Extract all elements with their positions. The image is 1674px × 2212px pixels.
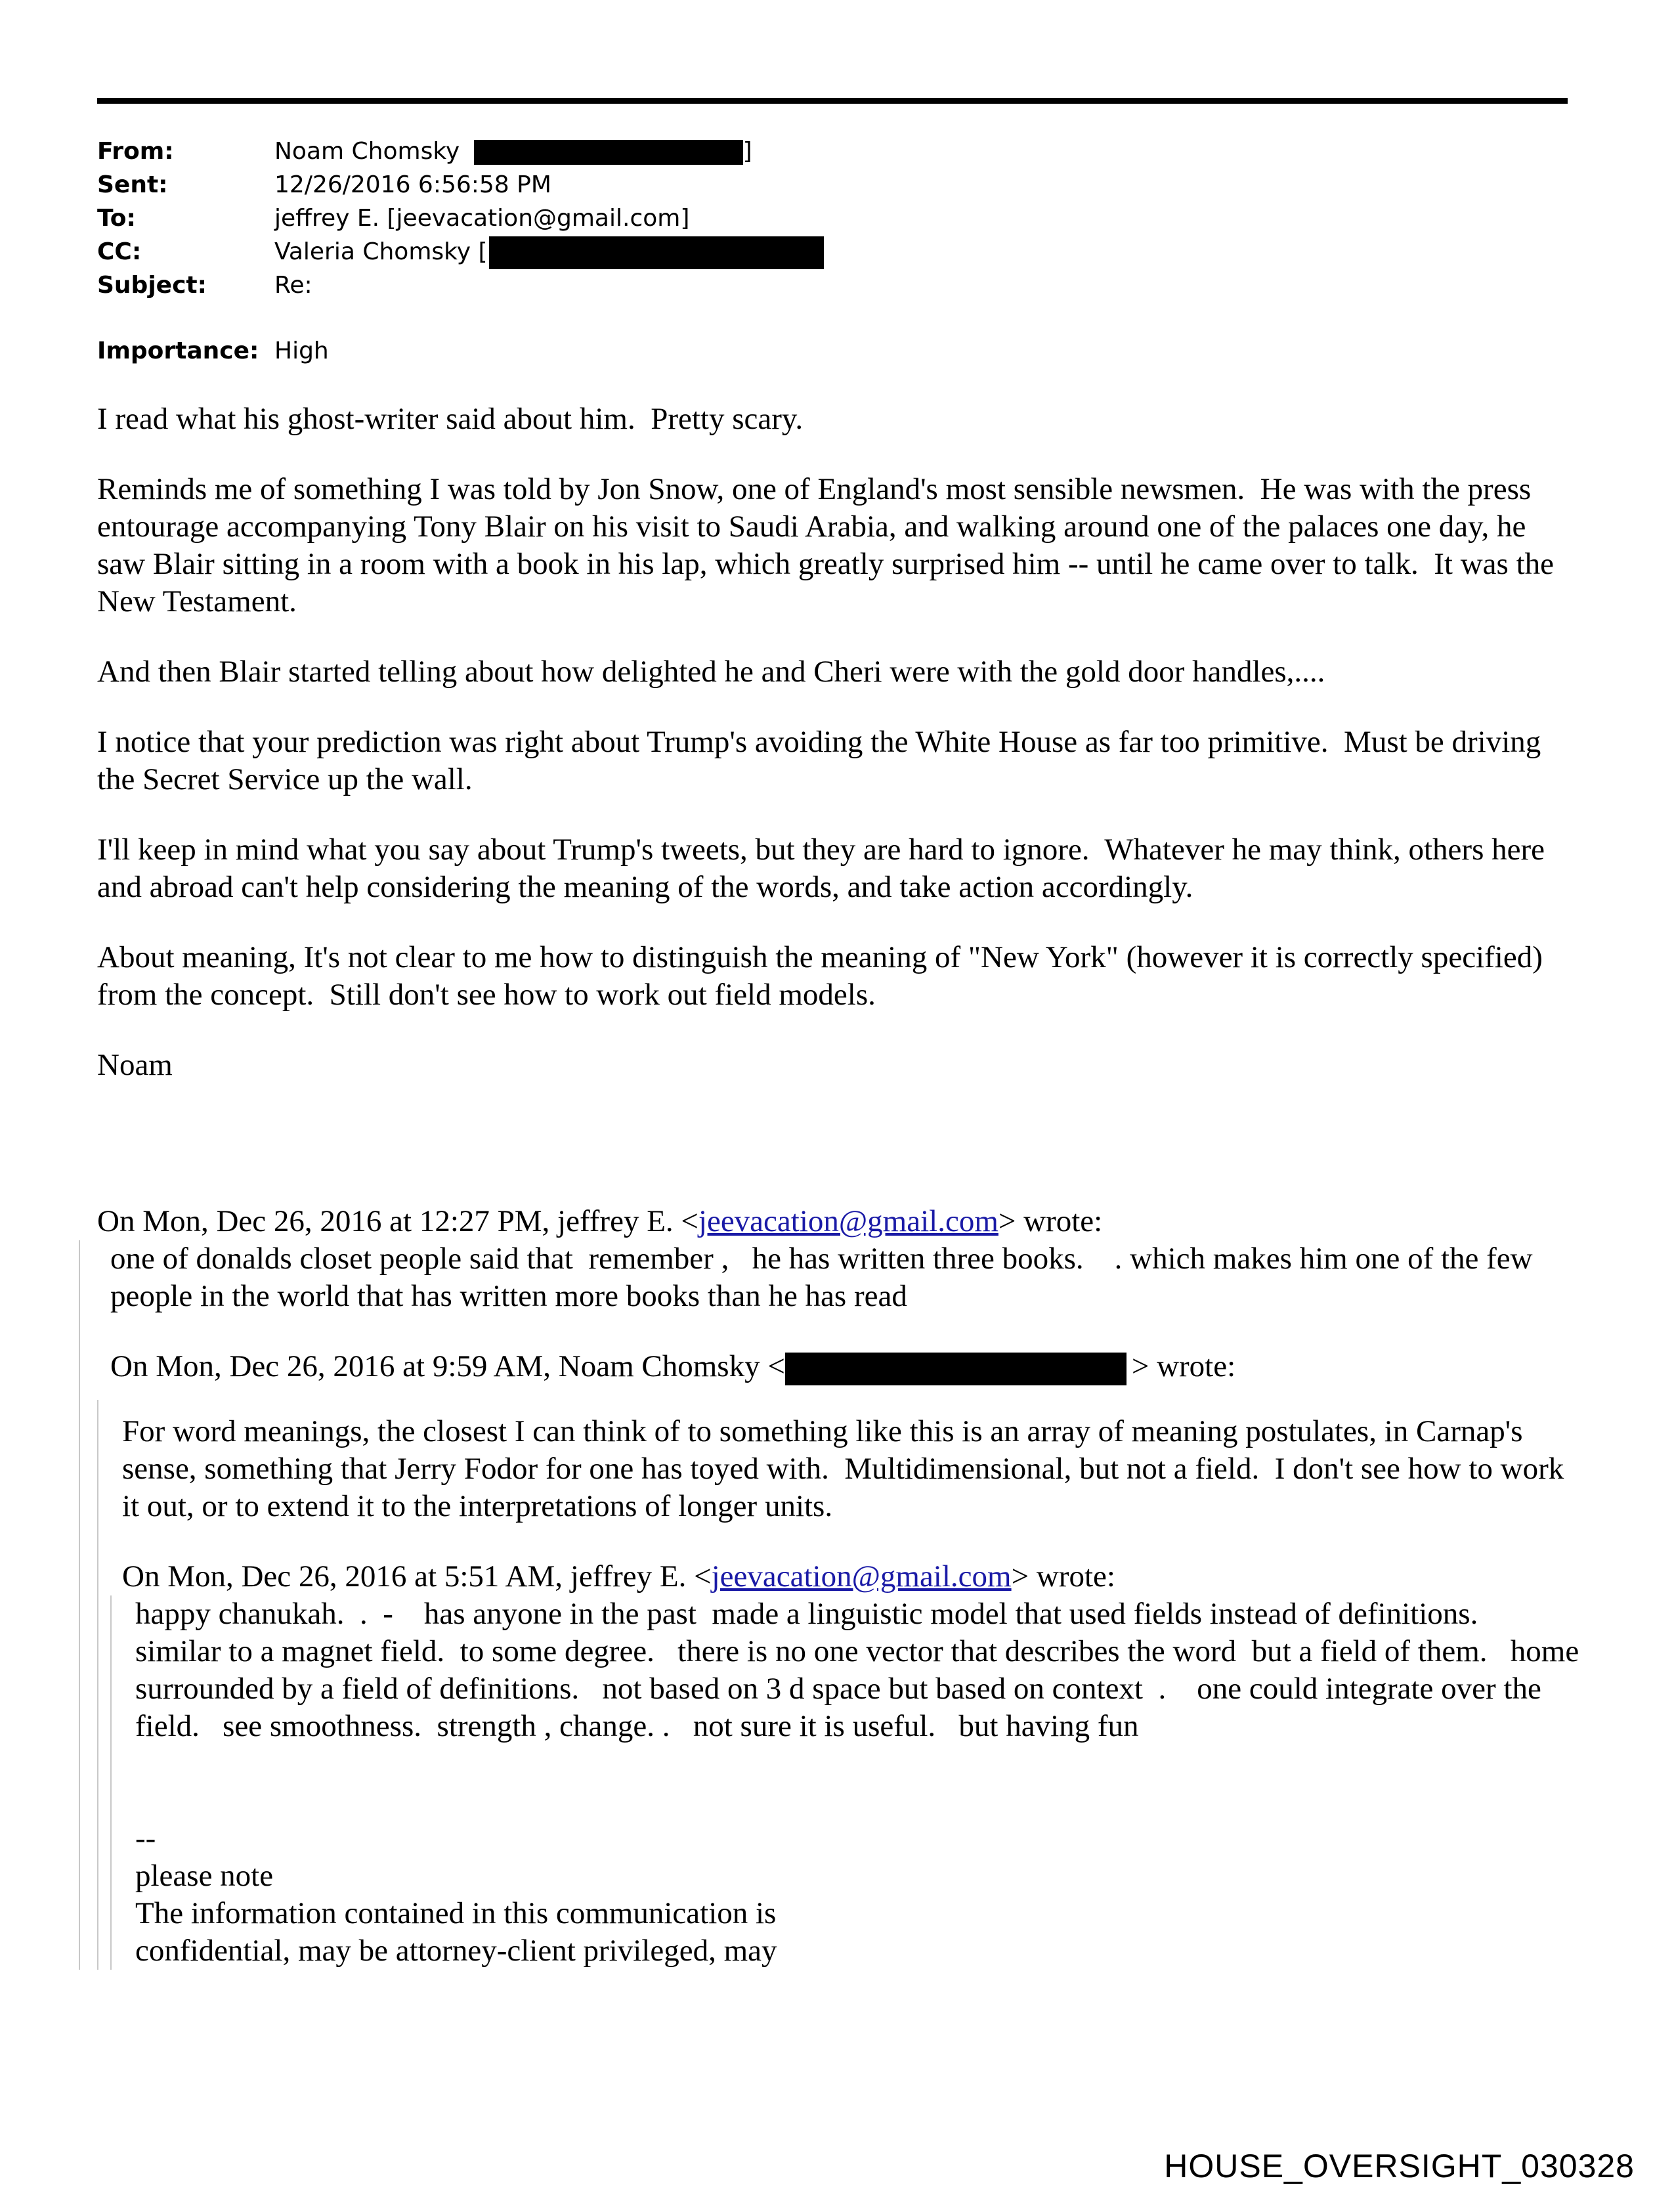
quote3-block [110,1595,1587,1970]
from-name: Noam Chomsky [274,138,460,165]
attribution-text: > wrote: [1131,1349,1236,1383]
attribution-text: > wrote: [998,1204,1103,1238]
signature: Noam [97,1048,173,1082]
body-paragraph: I notice that your prediction was right about Trump's avoiding the White House as far too primitive. Must be driving the Secret Service up the wall. [97,725,1549,796]
cc-value [274,235,824,269]
attribution-text: On Mon, Dec 26, 2016 at 9:59 AM, Noam Chomsky < [110,1349,785,1383]
quote2-text: For word meanings, the closest I can think of to something like this is an array of meaning postulates, in Carnap's sense, something that Jerry Fodor for one has toyed with. Multidimensional, but not a field. I don't see how to work it out, or to extend it to the interpretations of longer units. [122,1414,1572,1524]
quoted-thread [79,1203,1587,1970]
redaction-box [785,1353,1127,1385]
header-rule [97,98,1568,104]
quote2-attribution [97,1348,1582,1385]
cc-label: CC: [97,238,142,265]
quote1-attribution [79,1203,1582,1240]
body-paragraph: About meaning, It's not clear to me how to distinguish the meaning of "New York" (however it is correctly specified) from the concept. Still don't see how to work out field models. [97,940,1551,1012]
redaction-box [489,236,824,269]
from-label: From: [97,138,174,165]
to-value: jeffrey E. [jeevacation@gmail.com] [274,205,690,232]
from-close-bracket: ] [742,138,752,165]
quote3-attribution [110,1558,1582,1595]
attribution-text: > wrote: [1011,1559,1115,1594]
attribution-text: On Mon, Dec 26, 2016 at 12:27 PM, jeffrey E. < [97,1204,698,1238]
sig-note: please note [135,1859,274,1894]
email-link[interactable]: jeevacation@gmail.com [711,1559,1012,1594]
bates-number: HOUSE_OVERSIGHT_030328 [1164,2148,1635,2184]
quote2-block [97,1400,1587,1970]
to-label: To: [97,205,136,232]
subject-label: Subject: [97,272,207,299]
body-paragraph: I'll keep in mind what you say about Trump's tweets, but they are hard to ignore. Whatever he may think, others here and abroad can't help considering the meaning of the words, and take action accordingly. [97,833,1553,904]
sig-line: The information contained in this communication is [135,1896,777,1931]
quote1-text: one of donalds closet people said that remember , he has written three books. . which makes him one of the few people in the world that has written more books than he has read [110,1242,1541,1313]
sig-line: confidential, may be attorney-client privileged, may [135,1934,777,1968]
sig-dashes: -- [135,1821,156,1856]
email-link[interactable]: jeevacation@gmail.com [698,1204,998,1238]
cc-name: Valeria Chomsky [ [274,238,488,265]
quote1-block [79,1240,1587,1970]
attribution-text: On Mon, Dec 26, 2016 at 5:51 AM, jeffrey E. < [122,1559,712,1594]
subject-value: Re: [274,272,312,299]
email-body [97,401,1574,1117]
from-value [274,135,752,168]
quote3-text: happy chanukah. . - has anyone in the past made a linguistic model that used fields instead of definitions. similar to a magnet field. to some degree. there is no one vector that describes the word but a field of them. home surrounded by a field of definitions. not based on 3 d space but based on context . one could integrate over the field. see smoothness. strength , change. . not sure it is useful. but having fun [135,1597,1587,1744]
importance-label: Importance: [97,337,259,364]
body-paragraph: I read what his ghost-writer said about him. Pretty scary. [97,402,804,436]
body-paragraph: And then Blair started telling about how delighted he and Cheri were with the gold door handles,.... [97,655,1325,689]
body-paragraph: Reminds me of something I was told by Jon Snow, one of England's most sensible newsmen. He was with the press entourage accompanying Tony Blair on his visit to Saudi Arabia, and walking around one of the palaces one day, he saw Blair sitting in a room with a book in his lap, which greatly surprised him -- until he came over to talk. It was the New Testament. [97,472,1562,618]
sent-value: 12/26/2016 6:56:58 PM [274,171,551,198]
importance-value: High [274,337,329,364]
redaction-box [474,140,743,165]
sent-label: Sent: [97,171,168,198]
